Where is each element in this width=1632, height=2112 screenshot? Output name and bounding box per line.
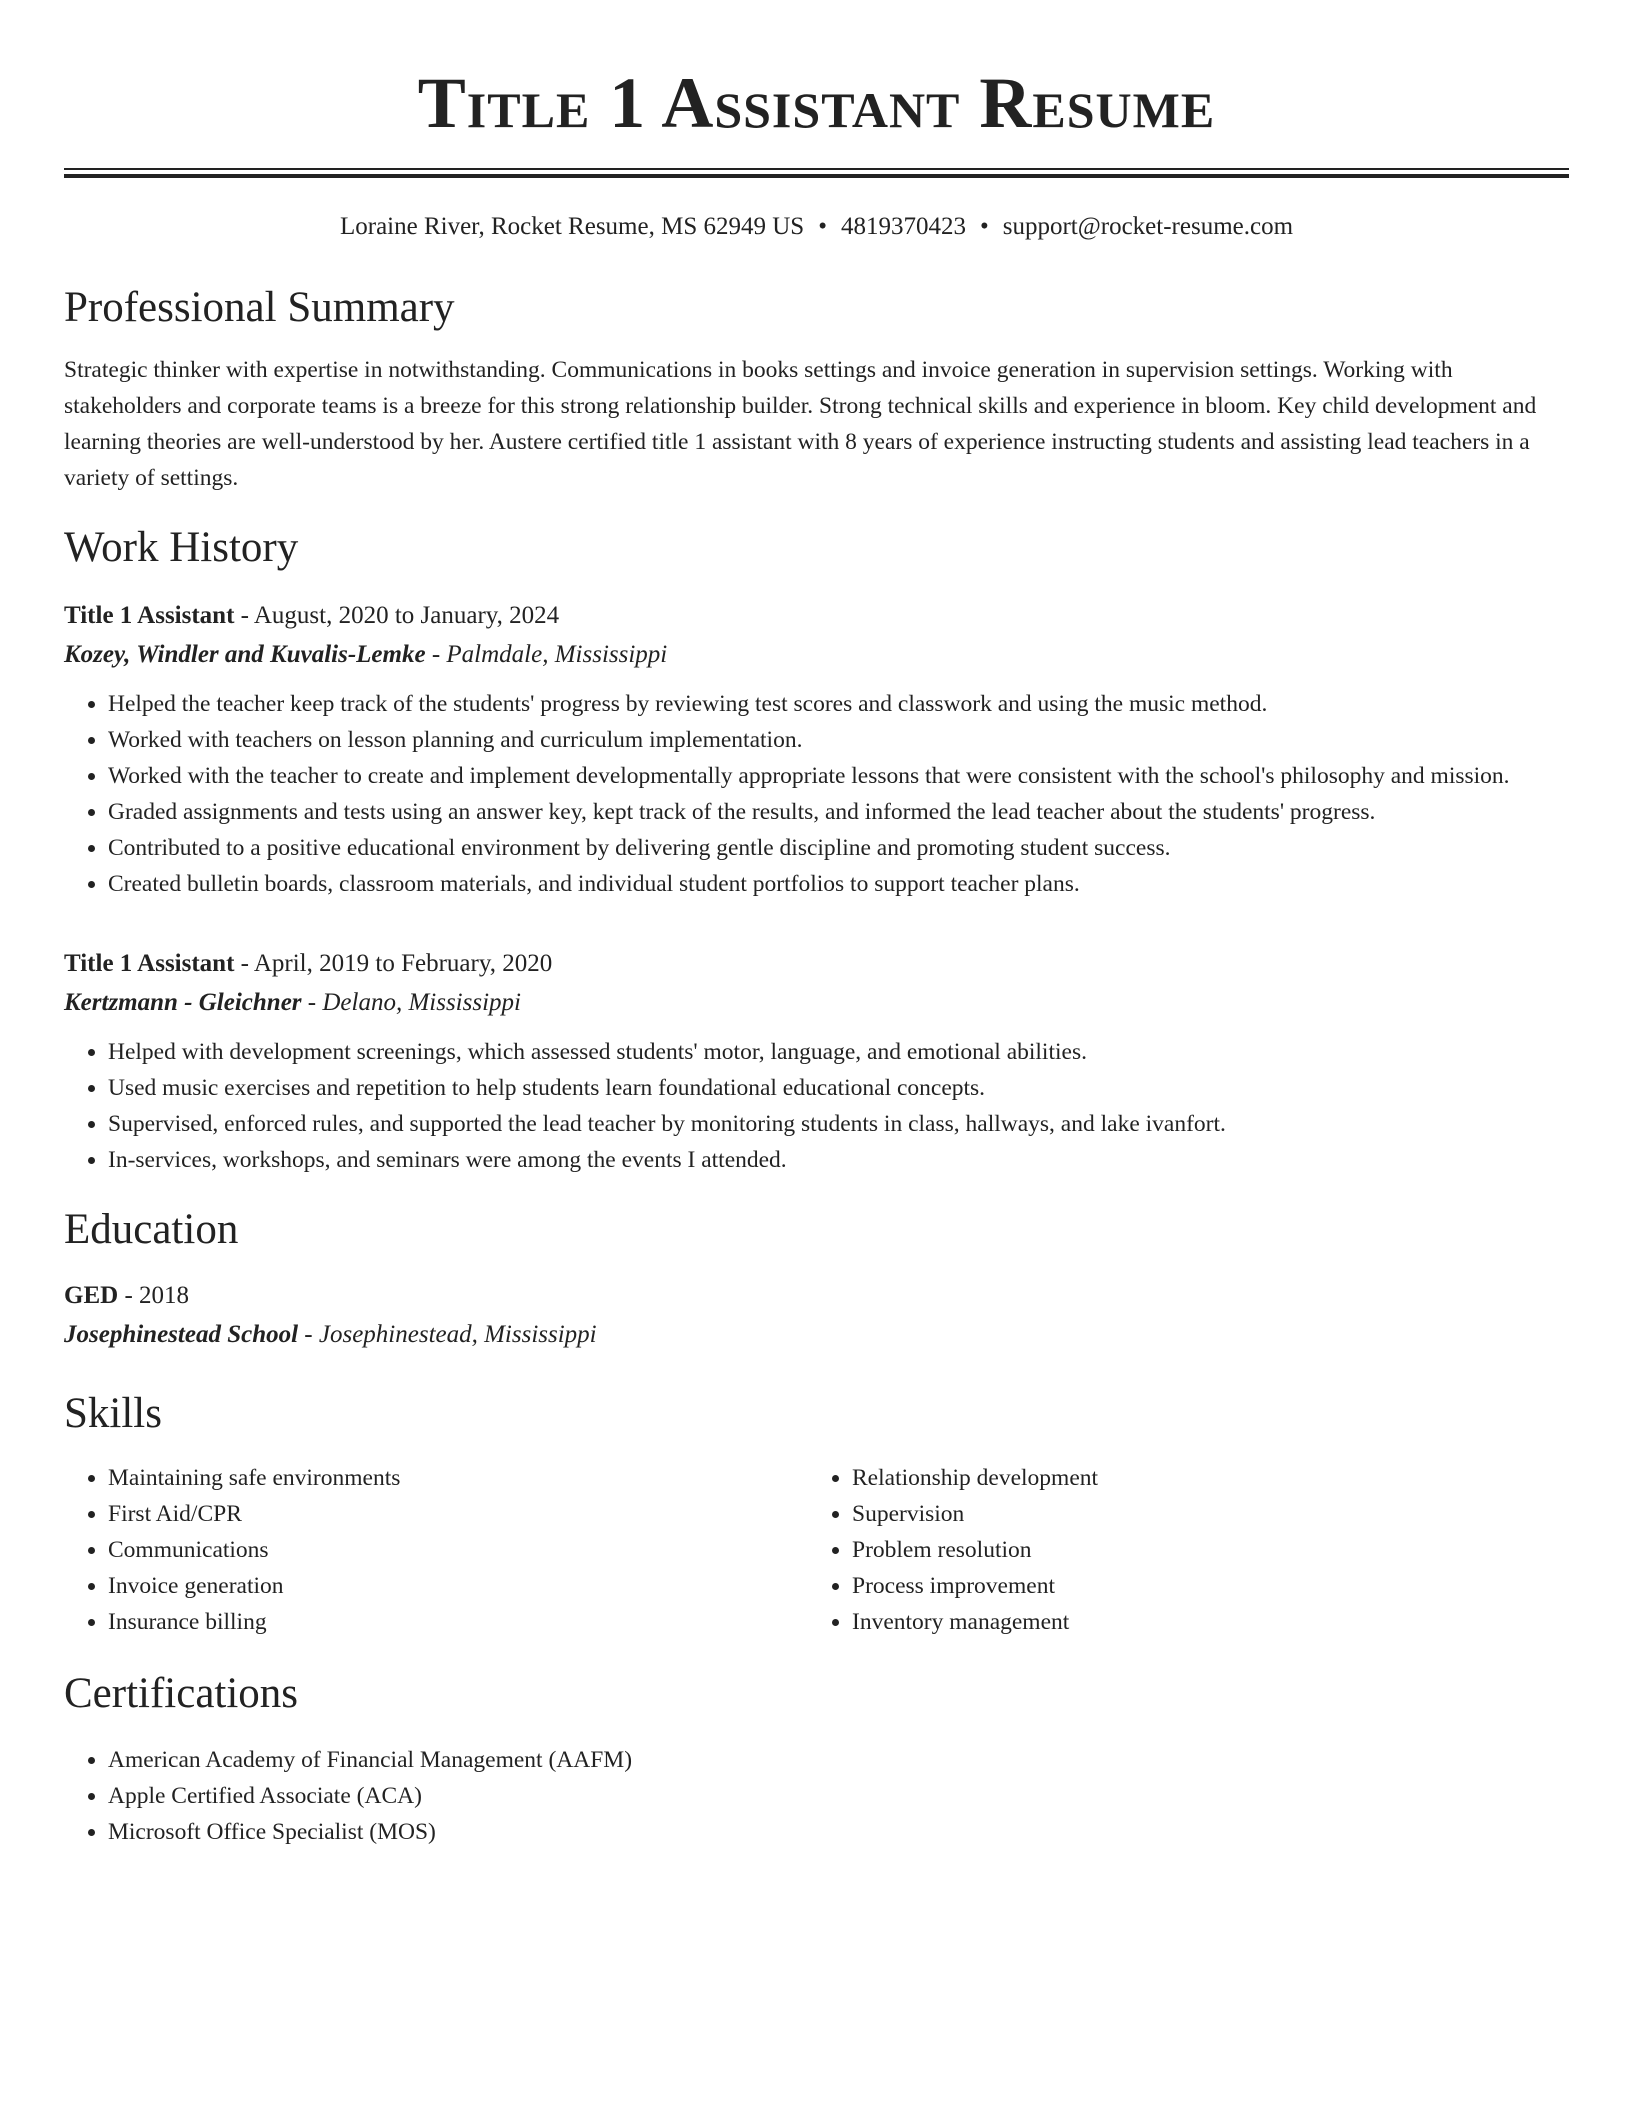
school-line	[64, 1315, 1569, 1354]
skills-grid	[64, 1460, 1569, 1640]
education-entry	[64, 1276, 1569, 1354]
skill-item: • First Aid/CPR	[108, 1496, 808, 1532]
employer-line	[64, 983, 1569, 1022]
job-entry	[64, 596, 1569, 902]
job-duty: • Used music exercises and repetition to help students learn foundational educational concepts.	[108, 1070, 1569, 1106]
job-duty: • Helped the teacher keep track of the students' progress by reviewing test scores and classwork and using the music method.	[108, 686, 1569, 722]
employer-location: - Delano, Mississippi	[301, 989, 521, 1016]
contact-email: support@rocket-resume.com	[1002, 213, 1294, 240]
work-history-heading: Work History	[64, 524, 299, 571]
job-duties-list	[64, 686, 1569, 902]
certification-item: • Apple Certified Associate (ACA)	[108, 1778, 1569, 1814]
skill-item: • Maintaining safe environments	[108, 1460, 808, 1496]
skill-item: • Problem resolution	[852, 1532, 1552, 1568]
job-dates: - April, 2019 to February, 2020	[234, 950, 553, 977]
job-duty: • Helped with development screenings, which assessed students' motor, language, and emotional abilities.	[108, 1034, 1569, 1070]
school-name: Josephinestead School	[64, 1321, 299, 1348]
job-dates: - August, 2020 to January, 2024	[234, 602, 560, 629]
education-heading: Education	[64, 1206, 239, 1253]
job-title: Title 1 Assistant	[64, 950, 235, 977]
resume-page	[64, 0, 1569, 1850]
job-title: Title 1 Assistant	[64, 602, 235, 629]
job-title-line	[64, 944, 1569, 983]
certifications-list	[64, 1742, 1569, 1850]
contact-line	[64, 210, 1569, 244]
certifications-section	[64, 1668, 1569, 1850]
skills-heading: Skills	[64, 1390, 162, 1437]
skill-item: • Communications	[108, 1532, 808, 1568]
degree-name: GED	[64, 1282, 119, 1309]
contact-address: Loraine River, Rocket Resume, MS 62949 US	[339, 213, 805, 240]
job-duty: • Contributed to a positive educational environment by delivering gentle discipline and promoting student success.	[108, 830, 1569, 866]
job-duty: • Worked with teachers on lesson planning and curriculum implementation.	[108, 722, 1569, 758]
degree-line	[64, 1276, 1569, 1315]
skill-item: • Inventory management	[852, 1604, 1552, 1640]
contact-phone: 4819370423	[840, 213, 966, 240]
page-title: Title 1 Assistant Resume	[417, 63, 1216, 143]
job-duty: • Worked with the teacher to create and implement developmentally appropriate lessons that were consistent with the school's philosophy and mission.	[108, 758, 1569, 794]
employer-name: Kozey, Windler and Kuvalis-Lemke	[64, 641, 426, 668]
skill-item: • Supervision	[852, 1496, 1552, 1532]
job-title-line	[64, 596, 1569, 635]
certification-item: • Microsoft Office Specialist (MOS)	[108, 1814, 1569, 1850]
skill-item: • Process improvement	[852, 1568, 1552, 1604]
job-duty: • Supervised, enforced rules, and supported the lead teacher by monitoring students in class, hallways, and lake ivanfort.	[108, 1106, 1569, 1142]
skills-section	[64, 1388, 1569, 1640]
job-duty: • In-services, workshops, and seminars were among the events I attended.	[108, 1142, 1569, 1178]
skill-item: • Insurance billing	[108, 1604, 808, 1640]
skills-column	[64, 1460, 808, 1640]
job-duty: • Graded assignments and tests using an answer key, kept track of the results, and informed the lead teacher about the students' progress.	[108, 794, 1569, 830]
title-divider	[64, 168, 1569, 178]
job-duty: • Created bulletin boards, classroom materials, and individual student portfolios to support teacher plans.	[108, 866, 1569, 902]
contact-separator: •	[979, 213, 989, 240]
degree-year: - 2018	[118, 1282, 190, 1309]
summary-text: Strategic thinker with expertise in notwithstanding. Communications in books settings and invoice generation in supervision settings. Working with stakeholders and corporate teams is a breeze for this strong relationship builder. Strong technical skills and experience in bloom. Key child development and learning theories are well-understood by her. Austere certified title 1 assistant with 8 years of experience instructing students and assisting lead teachers in a variety of settings.	[64, 357, 1537, 491]
employer-name: Kertzmann - Gleichner	[64, 989, 302, 1016]
skill-item: • Relationship development	[852, 1460, 1552, 1496]
job-duties-list	[64, 1034, 1569, 1178]
skill-item: • Invoice generation	[108, 1568, 808, 1604]
school-location: - Josephinestead, Mississippi	[298, 1321, 597, 1348]
job-entry	[64, 944, 1569, 1178]
certifications-heading: Certifications	[64, 1670, 299, 1717]
work-history-section	[64, 522, 1569, 1178]
certification-item: • American Academy of Financial Management (AAFM)	[108, 1742, 1569, 1778]
employer-line	[64, 635, 1569, 674]
employer-location: - Palmdale, Mississippi	[425, 641, 668, 668]
summary-section	[64, 282, 1569, 496]
education-section	[64, 1204, 1569, 1354]
summary-heading: Professional Summary	[64, 284, 455, 331]
contact-separator: •	[818, 213, 827, 240]
skills-column	[808, 1460, 1552, 1640]
